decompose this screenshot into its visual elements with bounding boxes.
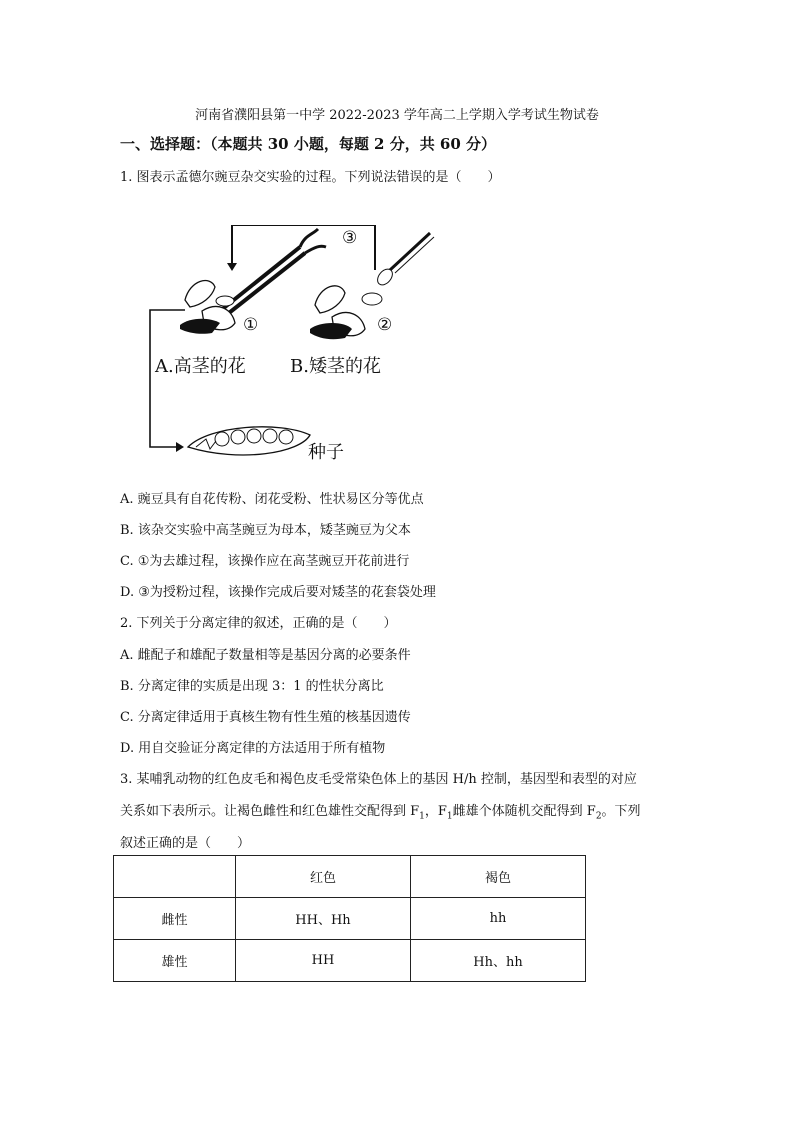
q1-option-d: D. ③为授粉过程，该操作完成后要对矮茎的花套袋处理: [120, 585, 436, 600]
question-2-stem: 2. 下列关于分离定律的叙述，正确的是（ ）: [120, 616, 397, 631]
question-3-line-1: 3. 某哺乳动物的红色皮毛和褐色皮毛受常染色体上的基因 H/h 控制，基因型和表型的对应: [120, 772, 637, 787]
document-title: 河南省濮阳县第一中学 2022-2023 学年高二上学期入学考试生物试卷: [195, 108, 599, 123]
table-header-cell: 褐色: [411, 856, 586, 898]
table-row: [114, 898, 586, 940]
q1-option-a: A. 豌豆具有自花传粉、闭花受粉、性状易区分等优点: [120, 492, 424, 507]
seed-arrowhead: [176, 442, 184, 452]
table-cell: HH: [236, 940, 411, 982]
tall-flower-label: A.高茎的花: [155, 356, 246, 377]
short-plant-flower: [310, 286, 382, 339]
genotype-phenotype-table: [113, 855, 586, 982]
q2-option-b: B. 分离定律的实质是出现 3：1 的性状分离比: [120, 679, 384, 694]
question-1-stem: 1. 图表示孟德尔豌豆杂交实验的过程。下列说法错误的是（ ）: [120, 170, 501, 185]
seed-pod: [188, 427, 310, 455]
table-row: [114, 940, 586, 982]
table-cell: hh: [411, 898, 586, 940]
q1-option-b: B. 该杂交实验中高茎豌豆为母本，矮茎豌豆为父本: [120, 523, 411, 538]
question-3-line-2: 关系如下表所示。让褐色雌性和红色雄性交配得到 $F_1$，$F_1$雌雄个体随机交配得到 $F_2$。下列: [120, 804, 641, 822]
seed-label: 种子: [308, 442, 344, 463]
question-3-line-3: 叙述正确的是（ ）: [120, 836, 251, 851]
short-flower-label: B.矮茎的花: [290, 356, 381, 377]
section-heading: 一、选择题：（本题共 30 小题，每题 2 分，共 60 分）: [120, 135, 497, 153]
seed-arrow: [150, 310, 185, 447]
pollination-brush: [375, 233, 434, 288]
table-header-row: [114, 856, 586, 898]
table-cell: HH、Hh: [236, 898, 411, 940]
q2-option-a: A. 雌配子和雄配子数量相等是基因分离的必要条件: [120, 648, 411, 663]
table-header-cell: [114, 856, 236, 898]
process-2-marker: ②: [377, 315, 393, 335]
q1-option-c: C. ①为去雄过程，该操作应在高茎豌豆开花前进行: [120, 554, 410, 569]
q2-option-d: D. 用自交验证分离定律的方法适用于所有植物: [120, 741, 386, 756]
table-header-cell: 红色: [236, 856, 411, 898]
process-1-marker: ①: [243, 315, 259, 335]
q2-option-c: C. 分离定律适用于真核生物有性生殖的核基因遗传: [120, 710, 411, 725]
table-cell: 雄性: [114, 940, 236, 982]
process-3-marker: ③: [342, 228, 358, 248]
table-cell: 雌性: [114, 898, 236, 940]
pea-cross-illustration: [140, 225, 440, 475]
pea-cross-diagram: [140, 225, 440, 475]
table-cell: Hh、hh: [411, 940, 586, 982]
pollination-arrowhead: [227, 263, 237, 271]
